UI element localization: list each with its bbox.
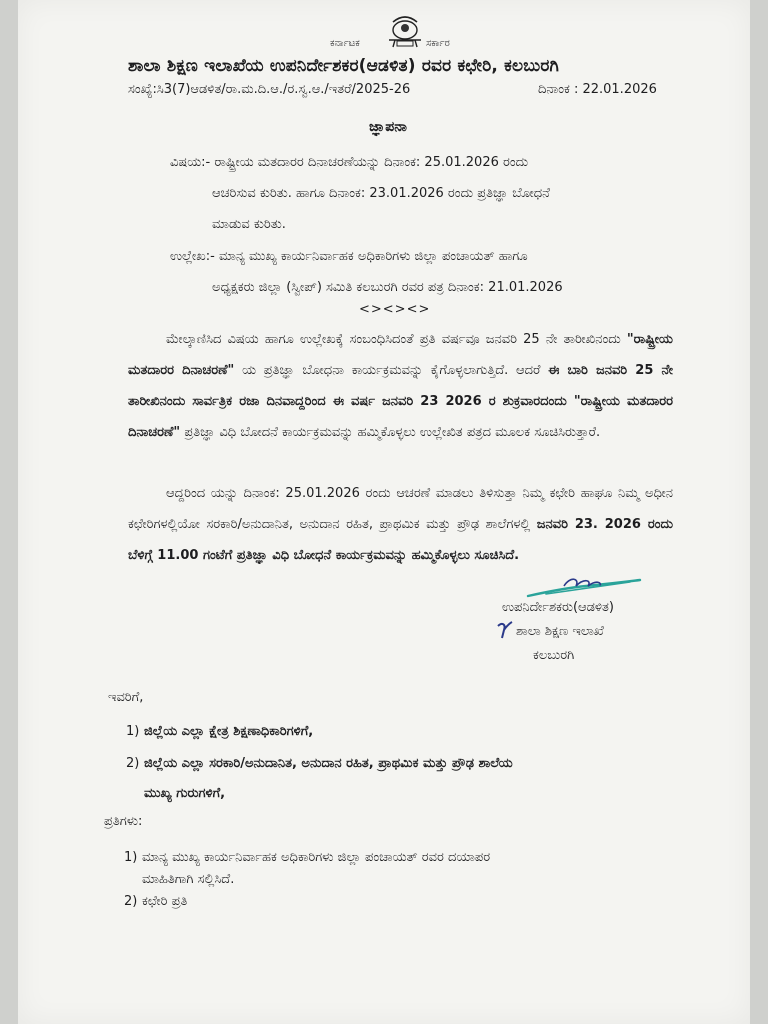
subject-line-2: ಆಚರಿಸುವ ಕುರಿತು. ಹಾಗೂ ದಿನಾಂಕ: 23.01.2026 ರಂದು ಪ್ರತಿಜ್ಞಾ ಬೋಧನೆ <box>212 186 550 201</box>
office-title: ಶಾಲಾ ಶಿಕ್ಷಣ ಇಲಾಖೆಯ ಉಪನಿರ್ದೇಶಕರ(ಆಡಳಿತ) ರವರ ಕಛೇರಿ, ಕಲಬುರಗಿ <box>128 56 560 76</box>
copies-heading: ಪ್ರತಿಗಳು: <box>104 814 143 829</box>
recipient-2-continuation: ಮುಖ್ಯ ಗುರುಗಳಿಗೆ, <box>144 786 226 801</box>
emblem-right-text: ಸರ್ಕಾರ <box>426 38 450 49</box>
body-paragraph-1 <box>128 324 673 448</box>
para2-bold-1: ಜನವರಿ 23. 2026 ರಂದು ಬೆಳಿಗ್ಗೆ 11.00 ಗಂಟೆಗೆ ಪ್ರತಿಜ್ಞಾ ವಿಧಿ ಬೋಧನೆ ಕಾರ್ಯಕ್ರಮವನ್ನು ಹಮ್ಮಿಕೊಳ್ಳಲು ಸೂಚಿಸಿದೆ. <box>128 517 674 563</box>
document-date: ದಿನಾಂಕ : 22.01.2026 <box>538 82 657 97</box>
signatory-department: ಶಾಲಾ ಶಿಕ್ಷಣ ಇಲಾಖೆ <box>516 624 604 639</box>
copy-2-text: ಕಛೇರಿ ಪ್ರತಿ <box>142 894 188 909</box>
emblem-left-text: ಕರ್ನಾಟಕ <box>330 38 360 49</box>
subject-line-3: ಮಾಡುವ ಕುರಿತು. <box>212 217 286 232</box>
para1-bold-2: ಈ ಬಾರಿ ಜನವರಿ 25 ನೇ ತಾರೀಖಿನಂದು ಸಾರ್ವತ್ರಿಕ ರಜಾ ದಿನವಾದ್ದರಿಂದ ಈ ವರ್ಷ ಜನವರಿ 23 2026 ರ ಶುಕ್ರವಾರದಂದು "ರಾಷ್ಟ್ರೀಯ ಮತದಾರರ ದಿನಾಚರಣೆ" <box>128 363 673 440</box>
signatory-designation: ಉಪನಿರ್ದೇಶಕರು(ಆಡಳಿತ) <box>502 600 614 615</box>
recipient-2-text: ಜಿಲ್ಲೆಯ ಎಲ್ಲಾ ಸರಕಾರಿ/ಅನುದಾನಿತ, ಅನುದಾನ ರಹಿತ, ಪ್ರಾಥಮಿಕ ಮತ್ತು ಪ್ರೌಢ ಶಾಲೆಯ <box>144 756 513 771</box>
para1-text-1: ಮೇಲ್ಕಾಣಿಸಿದ ವಿಷಯ ಹಾಗೂ ಉಲ್ಲೇಖಕ್ಕೆ ಸಂಬಂಧಿಸಿದಂತೆ ಪ್ರತಿ ವರ್ಷವೂ ಜನವರಿ 25 ನೇ ತಾರೀಖಿನಂದು <box>166 332 621 347</box>
para2-text-1: ಆದ್ದರಿಂದ ಯನ್ನು ದಿನಾಂಕ: 25.01.2026 ರಂದು ಆಚರಣೆ ಮಾಡಲು ತಿಳಿಸುತ್ತಾ ನಿಮ್ಮ ಕಛೇರಿ ಹಾಘೂ ನಿಮ್ಮ ಅಧೀನ ಕಛೇರಿಗಳಲ್ಲಿಯೋ ಸರಕಾರಿ/ಅನುದಾನಿತ, ಅನುದಾನ ರಹಿತ, ಪ್ರಾಥಮಿಕ ಮತ್ತು ಪ್ರೌಢ ಶಾಲೆಗಳಲ್ಲಿ <box>128 486 673 532</box>
copy-1-number: 1) <box>124 850 138 865</box>
signatory-place: ಕಲಬುರಗಿ <box>533 648 575 663</box>
recipient-1-text: ಜಿಲ್ಲೆಯ ಎಲ್ಲಾ ಕ್ಷೇತ್ರ ಶಿಕ್ಷಣಾಧಿಕಾರಿಗಳಿಗೆ, <box>144 724 314 739</box>
reference-number: ಸಂಖ್ಯೆ:ಸಿ3(7)ಆಡಳಿತ/ರಾ.ಮ.ದಿ.ಆ./ರ.ಸ್ವ.ಆ./ಇತರೆ/2025-26 <box>128 82 411 97</box>
para1-text-2: ಯ ಪ್ರತಿಜ್ಞಾ ಬೋಧನಾ ಕಾರ್ಯಕ್ರಮವನ್ನು ಕೈಗೊಳ್ಳಲಾಗುತ್ತಿದೆ. ಆದರೆ <box>242 363 541 378</box>
officer-signature <box>526 572 642 602</box>
para1-text-3: ಪ್ರತಿಜ್ಞಾ ವಿಧಿ ಬೋದನೆ ಕಾರ್ಯಕ್ರಮವನ್ನು ಹಮ್ಮಿಕೊಳ್ಳಲು ಉಲ್ಲೇಖಿತ ಪತ್ರದ ಮೂಲಕ ಸೂಚಿಸಿರುತ್ತಾರೆ. <box>184 425 601 440</box>
subject-line-1: ವಿಷಯ:- ರಾಷ್ಟ್ರೀಯ ಮತದಾರರ ದಿನಾಚರಣೆಯನ್ನು ದಿನಾಂಕ: 25.01.2026 ರಂದು <box>170 155 529 170</box>
recipients-heading: ಇವರಿಗೆ, <box>108 690 144 705</box>
recipient-2-number: 2) <box>126 756 140 771</box>
ink-tick-mark <box>496 620 514 640</box>
recipient-1-number: 1) <box>126 724 140 739</box>
reference-line-2: ಅಧ್ಯಕ್ಷಕರು ಜಿಲ್ಲಾ (ಸ್ವೀಪ್) ಸಮಿತಿ ಕಲಬುರಗಿ ರವರ ಪತ್ರ ದಿನಾಂಕ: 21.01.2026 <box>212 280 563 295</box>
section-separator: <><><> <box>359 302 431 317</box>
document-heading: ಜ್ಞಾಪನಾ <box>369 119 407 135</box>
state-emblem-icon <box>383 14 427 52</box>
copy-2-number: 2) <box>124 894 138 909</box>
reference-line-1: ಉಲ್ಲೇಖ:- ಮಾನ್ಯ ಮುಖ್ಯ ಕಾರ್ಯನಿರ್ವಾಹಕ ಅಧಿಕಾರಿಗಳು ಜಿಲ್ಲಾ ಪಂಚಾಯತ್ ಹಾಗೂ <box>170 249 528 264</box>
document-page <box>18 0 750 1024</box>
copy-1-text: ಮಾನ್ಯ ಮುಖ್ಯ ಕಾರ್ಯನಿರ್ವಾಹಕ ಅಧಿಕಾರಿಗಳು ಜಿಲ್ಲಾ ಪಂಚಾಯತ್ ರವರ ದಯಾಪರ <box>142 850 491 865</box>
body-paragraph-2 <box>128 478 673 571</box>
copy-1-continuation: ಮಾಹಿತಿಗಾಗಿ ಸಲ್ಲಿಸಿದೆ. <box>142 872 235 887</box>
para1-bold-1: "ರಾಷ್ಟ್ರೀಯ ಮತದಾರರ ದಿನಾಚರಣೆ" <box>128 332 673 378</box>
